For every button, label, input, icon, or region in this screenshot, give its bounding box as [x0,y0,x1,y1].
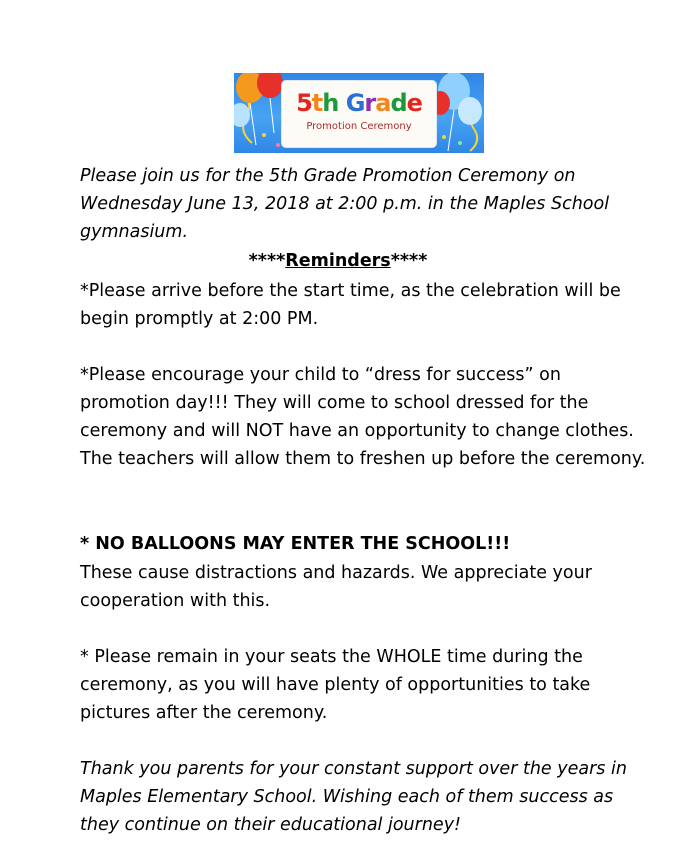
promotion-banner [234,73,484,153]
banner-title-char: d [390,89,407,117]
banner-title-char: h [322,89,339,117]
banner-title-char: G [345,89,365,117]
banner-subtitle: Promotion Ceremony [306,121,412,132]
intro-paragraph: Please join us for the 5th Grade Promotion Ceremony on Wednesday June 13, 2018 at 2:00 p.m. in the Maples School gymnasium. [80,166,610,242]
dress-reminder: *Please encourage your child to “dress for success” on promotion day!!! They will come to school dressed for the ceremony and will NOT have an opportunity to change clothes. The teachers will allow them to freshen up before the ceremony. [80,365,646,469]
reminders-suffix: **** [390,251,428,271]
banner-title-char: r [364,89,376,117]
banner-title-char: a [375,89,391,117]
reminders-heading [0,248,676,274]
arrive-reminder: *Please arrive before the start time, as the celebration will be begin promptly at 2:00 PM. [80,281,621,329]
banner-title-char: t [311,89,323,117]
closing-paragraph: Thank you parents for your constant support over the years in Maples Elementary School. Wishing each of them success as they continue on their educational journey! [80,759,627,835]
seats-reminder: * Please remain in your seats the WHOLE time during the ceremony, as you will have plenty of opportunities to take pictures after the ceremony. [80,647,591,723]
banner-title-char: 5 [296,89,312,117]
banner-title [282,88,436,118]
banner-title-char [338,89,345,117]
balloons-warning-text: These cause distractions and hazards. We appreciate your cooperation with this. [80,563,592,611]
reminders-label: Reminders [285,251,391,271]
balloons-warning-heading: * NO BALLOONS MAY ENTER THE SCHOOL!!! [80,534,511,554]
banner-title-char: e [406,89,422,117]
reminders-prefix: **** [248,251,286,271]
